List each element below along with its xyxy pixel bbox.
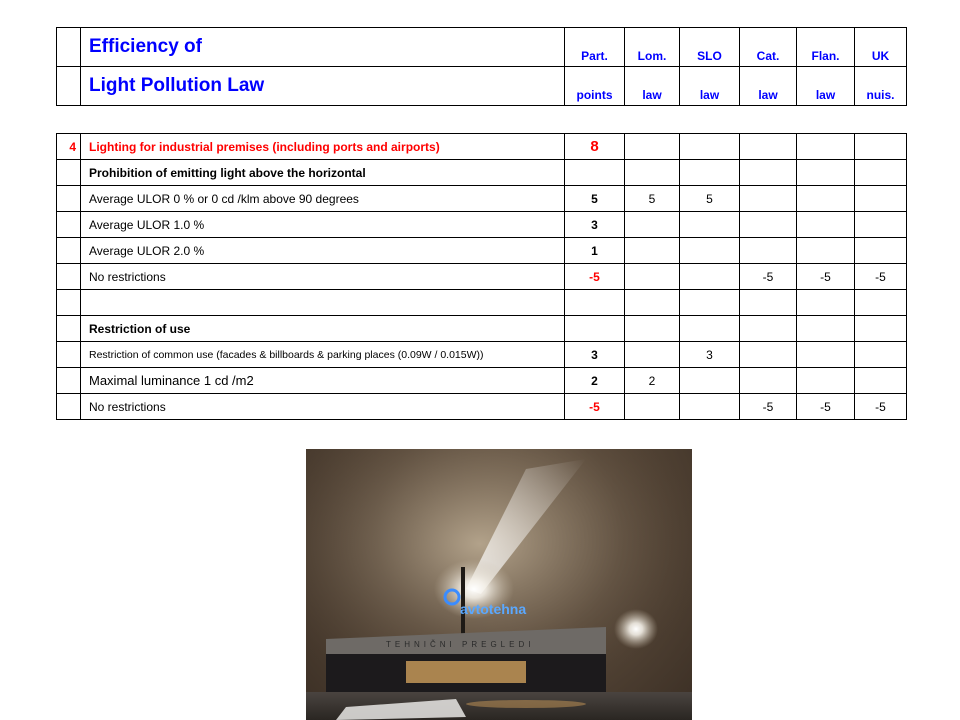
row-value-flan (797, 186, 855, 212)
table-row (57, 238, 907, 264)
row-value-slo (680, 394, 740, 420)
header-sub-slo: law (680, 67, 740, 106)
row-value-slo (680, 316, 740, 342)
header-sub-uk: nuis. (855, 67, 907, 106)
row-value-cat (740, 238, 797, 264)
night-fog-photo (306, 449, 692, 720)
row-number (57, 342, 81, 368)
row-number (57, 186, 81, 212)
table-row (57, 134, 907, 160)
table-row (57, 264, 907, 290)
row-number (57, 290, 81, 316)
row-value-lom (625, 134, 680, 160)
row-value-uk (855, 316, 907, 342)
row-value-uk (855, 368, 907, 394)
row-value-uk: -5 (855, 264, 907, 290)
building-windows (406, 661, 526, 683)
row-value-cat (740, 212, 797, 238)
row-label: Prohibition of emitting light above the horizontal (81, 160, 565, 186)
row-value-lom: 2 (625, 368, 680, 394)
row-points: 2 (565, 368, 625, 394)
row-value-uk (855, 290, 907, 316)
header-sub-lom: law (625, 67, 680, 106)
row-label: No restrictions (81, 264, 565, 290)
row-value-cat (740, 290, 797, 316)
reflection (466, 700, 586, 708)
row-value-lom (625, 238, 680, 264)
table-row (57, 368, 907, 394)
row-value-uk (855, 238, 907, 264)
row-value-flan: -5 (797, 264, 855, 290)
row-value-uk (855, 212, 907, 238)
header-sub-cat: law (740, 67, 797, 106)
header-corner-cell (57, 28, 81, 67)
row-value-cat: -5 (740, 264, 797, 290)
row-value-slo (680, 290, 740, 316)
row-value-lom (625, 160, 680, 186)
row-value-flan (797, 290, 855, 316)
row-value-lom (625, 316, 680, 342)
row-number (57, 212, 81, 238)
row-number (57, 368, 81, 394)
row-points: 3 (565, 212, 625, 238)
row-points (565, 160, 625, 186)
row-value-cat (740, 186, 797, 212)
criteria-table (56, 133, 907, 420)
table-row (57, 160, 907, 186)
row-label: Restriction of use (81, 316, 565, 342)
row-points: -5 (565, 264, 625, 290)
row-points (565, 316, 625, 342)
row-value-flan (797, 238, 855, 264)
row-value-flan (797, 316, 855, 342)
header-col-slo: SLO (680, 28, 740, 67)
row-value-cat: -5 (740, 394, 797, 420)
row-number (57, 394, 81, 420)
row-label: Restriction of common use (facades & billboards & parking places (0.09W / 0.015W)) (81, 342, 565, 368)
row-label (81, 290, 565, 316)
header-table (56, 27, 907, 106)
row-value-slo (680, 212, 740, 238)
row-value-slo: 5 (680, 186, 740, 212)
row-points (565, 290, 625, 316)
row-value-uk (855, 186, 907, 212)
row-label: Average ULOR 0 % or 0 cd /klm above 90 degrees (81, 186, 565, 212)
header-col-lom: Lom. (625, 28, 680, 67)
table-row (57, 394, 907, 420)
header-col-uk: UK (855, 28, 907, 67)
right-lamp-glow (614, 609, 658, 649)
row-value-cat (740, 368, 797, 394)
row-label: Maximal luminance 1 cd /m2 (81, 368, 565, 394)
avtotehna-sign-text: avtotehna (460, 601, 527, 617)
row-points: 3 (565, 342, 625, 368)
row-value-slo (680, 160, 740, 186)
header-col-flan: Flan. (797, 28, 855, 67)
row-value-slo (680, 264, 740, 290)
row-value-flan (797, 212, 855, 238)
row-value-uk (855, 160, 907, 186)
row-value-uk (855, 342, 907, 368)
table-row (57, 212, 907, 238)
table-row (57, 316, 907, 342)
row-value-flan (797, 160, 855, 186)
row-label: Lighting for industrial premises (including ports and airports) (81, 134, 565, 160)
row-value-slo (680, 238, 740, 264)
table-row (57, 186, 907, 212)
header-title-line1: Efficiency of (81, 28, 565, 67)
header-sub-flan: law (797, 67, 855, 106)
header-row-2 (57, 67, 907, 106)
row-number (57, 316, 81, 342)
row-value-cat (740, 316, 797, 342)
row-value-flan (797, 134, 855, 160)
row-value-flan (797, 342, 855, 368)
row-label: Average ULOR 2.0 % (81, 238, 565, 264)
row-points: -5 (565, 394, 625, 420)
row-value-slo (680, 368, 740, 394)
row-points: 1 (565, 238, 625, 264)
header-col-part: Part. (565, 28, 625, 67)
row-number: 4 (57, 134, 81, 160)
row-value-lom (625, 342, 680, 368)
row-number (57, 160, 81, 186)
header-title-line2: Light Pollution Law (81, 67, 565, 106)
row-value-lom (625, 264, 680, 290)
header-row-1 (57, 28, 907, 67)
row-value-flan: -5 (797, 394, 855, 420)
row-value-slo (680, 134, 740, 160)
row-label: Average ULOR 1.0 % (81, 212, 565, 238)
building-sign-text: TEHNIČNI PREGLEDI (386, 640, 535, 649)
row-value-lom (625, 394, 680, 420)
row-value-flan (797, 368, 855, 394)
row-number (57, 264, 81, 290)
row-number (57, 238, 81, 264)
row-points: 8 (565, 134, 625, 160)
row-points: 5 (565, 186, 625, 212)
row-value-cat (740, 342, 797, 368)
row-value-cat (740, 134, 797, 160)
header-sub-points: points (565, 67, 625, 106)
row-label: No restrictions (81, 394, 565, 420)
row-value-lom (625, 290, 680, 316)
row-value-uk (855, 134, 907, 160)
table-row (57, 342, 907, 368)
header-corner-cell (57, 67, 81, 106)
row-value-lom: 5 (625, 186, 680, 212)
row-value-lom (625, 212, 680, 238)
row-value-slo: 3 (680, 342, 740, 368)
row-value-uk: -5 (855, 394, 907, 420)
header-col-cat: Cat. (740, 28, 797, 67)
row-value-cat (740, 160, 797, 186)
table-row (57, 290, 907, 316)
